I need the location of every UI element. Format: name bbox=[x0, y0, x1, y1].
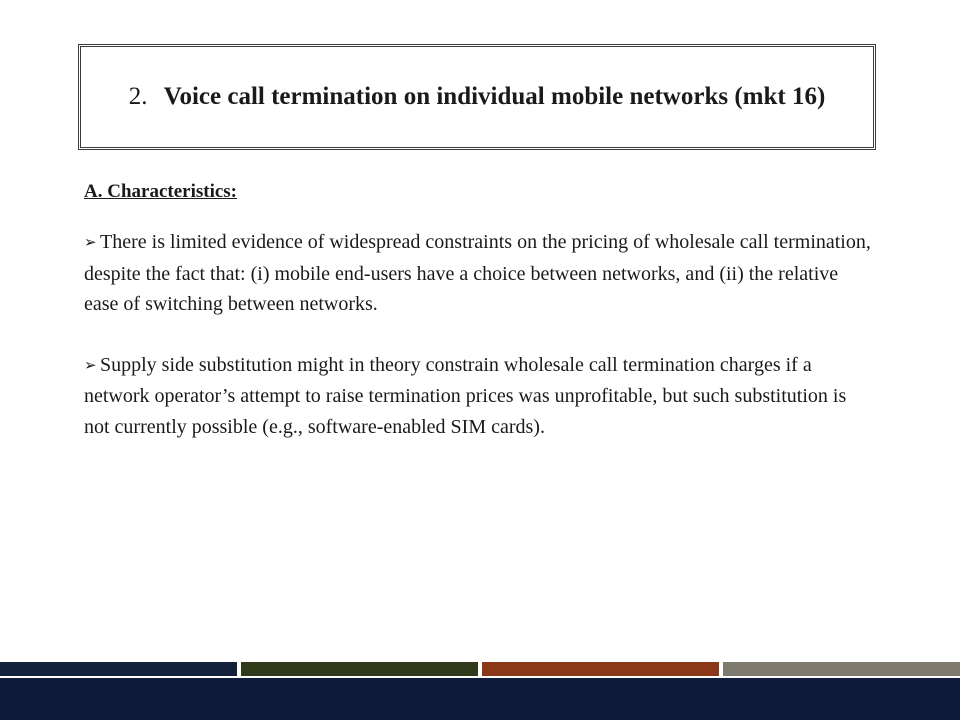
bullet-text: Supply side substitution might in theory constrain wholesale call termination charges if a network operator’s attempt to raise termination prices was unprofitable, but such substitution is not currently possible (e.g., software-enabled SIM cards). bbox=[84, 353, 847, 438]
footer-stripe-gray bbox=[723, 662, 960, 676]
title-main-text: Voice call termination on individual mobile networks (mkt 16) bbox=[163, 83, 826, 110]
bullet-item bbox=[84, 227, 874, 320]
footer-band bbox=[0, 678, 960, 720]
slide-title bbox=[97, 79, 857, 115]
slide-content bbox=[84, 178, 874, 472]
section-heading: A. Characteristics: bbox=[84, 181, 238, 202]
arrow-bullet-icon: ➢ bbox=[84, 235, 97, 251]
footer-stripe-olive bbox=[241, 662, 478, 676]
bullet-item bbox=[84, 350, 874, 443]
footer-stripe-rust bbox=[482, 662, 719, 676]
bullet-text: There is limited evidence of widespread constraints on the pricing of wholesale call termination, despite the fact that: (i) mobile end-users have a choice between networks, and (ii) the relative ease of switching between networks. bbox=[84, 231, 871, 315]
arrow-bullet-icon: ➢ bbox=[84, 357, 97, 374]
footer-stripe-navy bbox=[0, 662, 237, 676]
footer-stripes bbox=[0, 662, 960, 678]
title-number: 2. bbox=[128, 83, 148, 110]
title-box bbox=[78, 44, 876, 150]
